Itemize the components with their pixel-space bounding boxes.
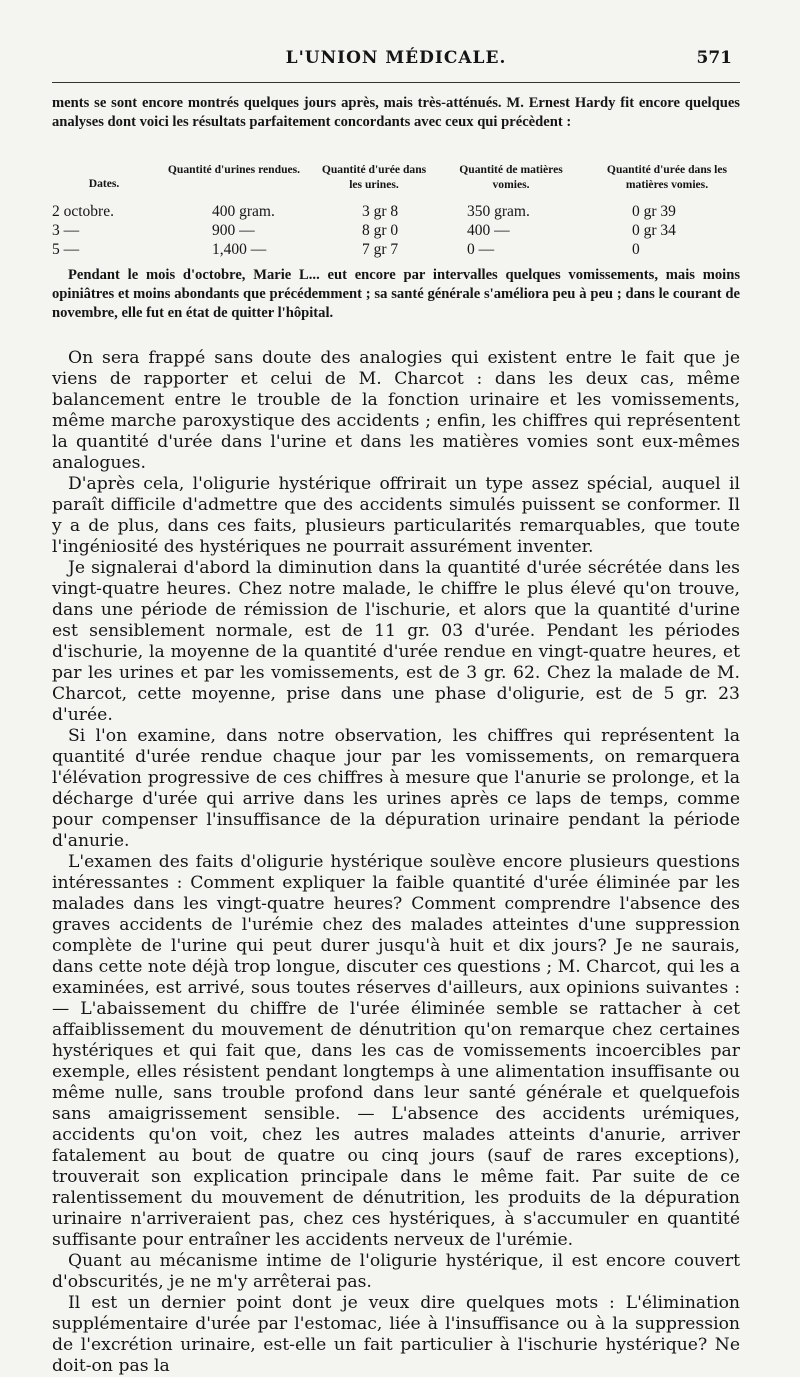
cell-uree-vomies: 0 — [632, 241, 640, 258]
header-matieres: Quantité de matières vomies. — [459, 163, 563, 191]
cell-date: 2 octobre. — [52, 203, 114, 220]
header-dates: Dates. — [88, 177, 120, 190]
header-uree-urines: Quantité d'urée dans les urines. — [321, 163, 427, 191]
cell-matieres: 400 — — [467, 222, 510, 239]
cell-urines: 400 gram. — [212, 203, 275, 220]
cell-uree: 7 gr 7 — [362, 241, 399, 258]
cell-uree-vomies: 0 gr 39 — [632, 203, 676, 220]
body-paragraph: Je signalerai d'abord la diminution dans la quantité d'urée sécrétée dans les vingt-quatre heures. Chez notre malade, le chiffre le plus élevé qu'on trouve, dans une période de rémission de l'ischurie, et alors que la quantité d'urine est sensiblement normale, est de 11 gr. 03 d'urée. Pendant les périodes d'ischurie, la moyenne de la quantité d'urée rendue en vingt-quatre heures, et par les urines et par les vomissements, est de 3 gr. 62. Chez la malade de M. Charcot, cette moyenne, prise dans une phase d'oligurie, est de 5 gr. 23 d'urée. — [52, 558, 740, 725]
journal-title: L'UNION MÉDICALE. — [285, 48, 507, 68]
cell-urines: 900 — — [212, 222, 255, 239]
follow-up-paragraph: Pendant le mois d'octobre, Marie L... eut encore par intervalles quelques vomissements, mais moins opiniâtres et moins abondants que précédemment ; sa santé générale s'améliora peu à peu ; dans le courant de novembre, elle fut en état de quitter l'hôpital. — [52, 267, 740, 321]
header-uree-vomies: Quantité d'urée dans les matières vomies. — [606, 163, 728, 191]
intro-paragraph: ments se sont encore montrés quelques jours après, mais très-atténués. M. Ernest Hardy fit encore quelques analyses dont voici les résultats parfaitement concordants avec ceux qui précèdent : — [52, 95, 740, 130]
cell-uree: 8 gr 0 — [362, 222, 399, 239]
body-text — [52, 348, 740, 1377]
cell-matieres: 350 gram. — [467, 203, 530, 220]
table-header — [52, 162, 740, 198]
body-paragraph: Si l'on examine, dans notre observation, les chiffres qui représentent la quantité d'urée rendue chaque jour par les vomissements, on remarquera l'élévation progressive de ces chiffres à mesure que l'anurie se prolonge, et la décharge d'urée qui arrive dans les urines après ce laps de temps, comme pour compenser l'insuffisance de la dépuration urinaire pendant la période d'anurie. — [52, 726, 740, 851]
body-paragraph: Il est un dernier point dont je veux dire quelques mots : L'élimination supplémentaire d'urée par l'estomac, liée à l'insuffisance ou à la suppression de l'excrétion urinaire, est-elle un fait particulier à l'ischurie hystérique? Ne doit-on pas la — [52, 1293, 740, 1376]
body-paragraph: On sera frappé sans doute des analogies qui existent entre le fait que je viens de rapporter et celui de M. Charcot : dans les deux cas, même balancement entre le trouble de la fonction urinaire et les vomissements, même marche paroxystique des accidents ; enfin, les chiffres qui représentent la quantité d'urée dans l'urine et dans les matières vomies sont eux-mêmes analogues. — [52, 348, 740, 473]
table-row — [52, 222, 740, 242]
header-urines: Quantité d'urines rendues. — [167, 163, 301, 176]
body-paragraph: L'examen des faits d'oligurie hystérique soulève encore plusieurs questions intéressantes : Comment expliquer la faible quantité d'urée éliminée par les malades dans les vingt-quatre heures? Comment comprendre l'absence des graves accidents de l'urémie chez des malades atteintes d'une suppression complète de l'urine qui peut durer jusqu'à huit et dix jours? Je ne saurais, dans cette note déjà trop longue, discuter ces questions ; M. Charcot, qui les a examinées, est arrivé, sous toutes réserves d'ailleurs, aux opinions suivantes : — L'abaissement du chiffre de l'urée éliminée semble se rattacher à cet affaiblissement du mouvement de dénutrition qu'on remarque chez certaines hystériques et qui fait que, dans les cas de vomissements incoercibles par exemple, elles résistent pendant longtemps à une alimentation insuffisante ou même nulle, sans trouble profond dans leur santé générale et quelquefois sans amaigrissement sensible. — L'absence des accidents urémiques, accidents qu'on voit, chez les autres malades atteints d'anurie, arriver fatalement au bout de quatre ou cinq jours (sauf de rares exceptions), trouverait son explication principale dans le même fait. Par suite de ce ralentissement du mouvement de dénutrition, les produits de la dépuration urinaire n'arriveraient pas, chez ces hystériques, à s'accumuler en quantité suffisante pour entraîner les accidents nerveux de l'urémie. — [52, 852, 740, 1250]
table-row — [52, 241, 740, 261]
cell-date: 5 — — [52, 241, 80, 258]
table-row — [52, 203, 740, 223]
page-number: 571 — [696, 48, 732, 68]
header-rule — [52, 82, 740, 83]
body-paragraph: D'après cela, l'oligurie hystérique offrirait un type assez spécial, auquel il paraît difficile d'admettre que des accidents simulés puissent se conformer. Il y a de plus, dans ces faits, plusieurs particularités remarquables, que toute l'ingéniosité des hystériques ne pourrait assurément inventer. — [52, 474, 740, 557]
cell-urines: 1,400 — — [212, 241, 267, 258]
cell-date: 3 — — [52, 222, 80, 239]
cell-uree: 3 gr 8 — [362, 203, 399, 220]
body-paragraph: Quant au mécanisme intime de l'oligurie hystérique, il est encore couvert d'obscurités, je ne m'y arrêterai pas. — [52, 1251, 740, 1292]
running-header — [52, 48, 740, 74]
cell-matieres: 0 — — [467, 241, 495, 258]
cell-uree-vomies: 0 gr 34 — [632, 222, 676, 239]
